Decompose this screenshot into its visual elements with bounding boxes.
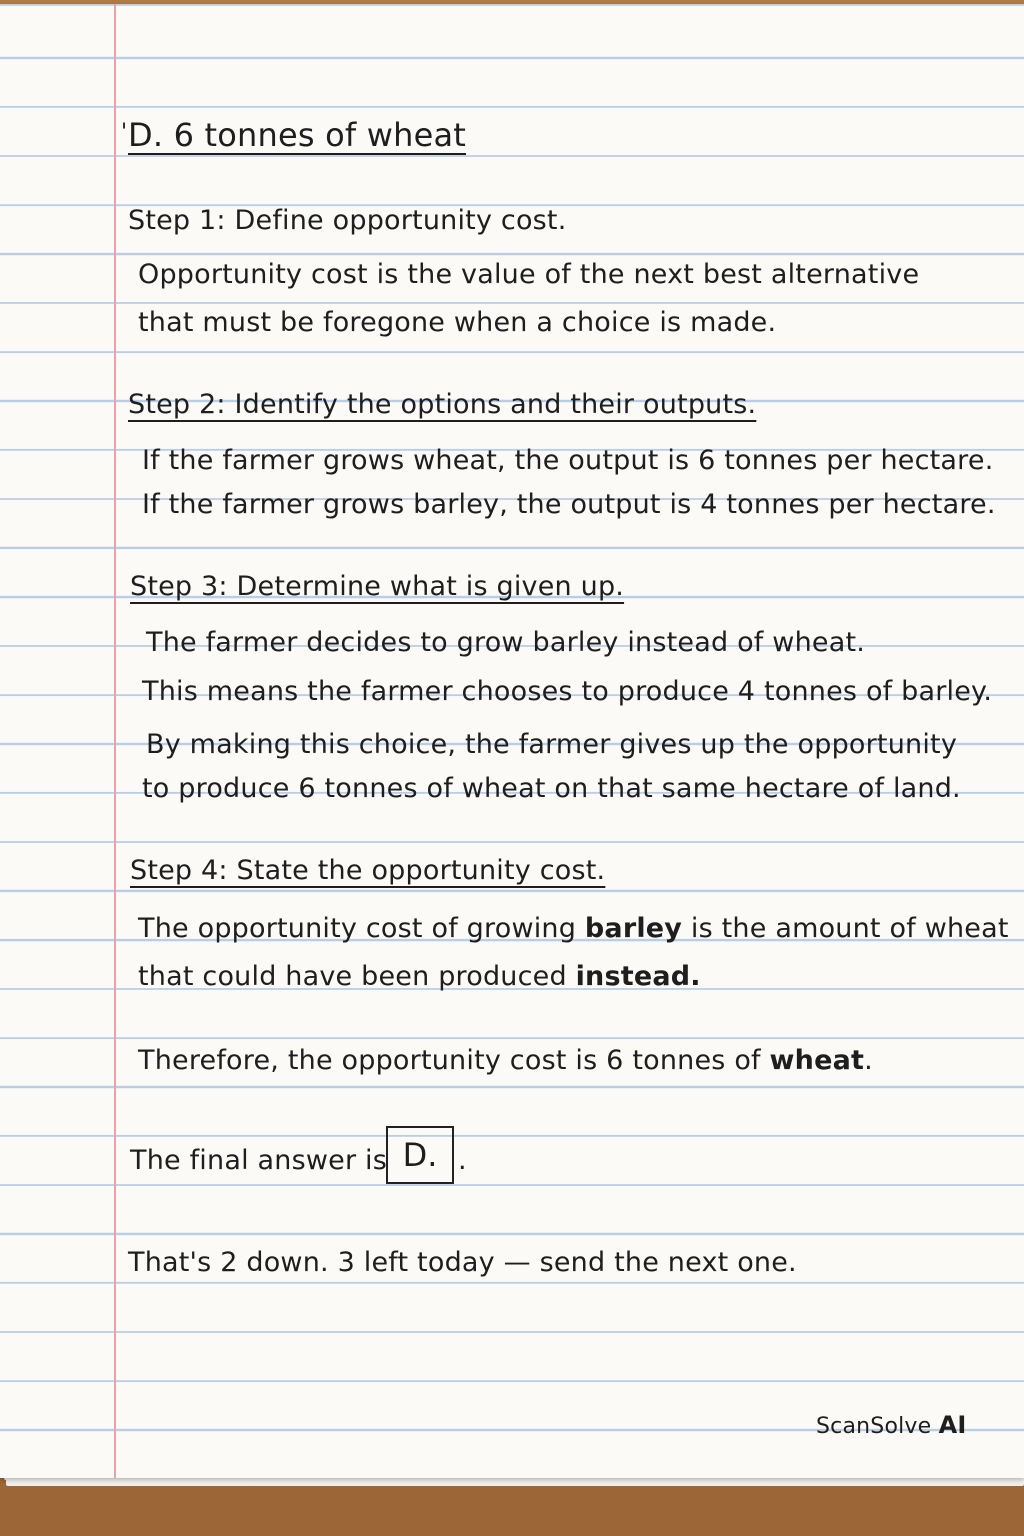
step-2-line: If the farmer grows wheat, the output is 6 tonnes per hectare. — [142, 445, 994, 476]
step-4-line — [138, 960, 701, 994]
step-3-line: By making this choice, the farmer gives up the opportunity — [146, 729, 958, 760]
margin-line — [114, 4, 116, 1478]
step-4-text: that could have been produced — [138, 961, 576, 992]
step-4-bold-text: instead. — [575, 961, 701, 992]
step-3-line: to produce 6 tonnes of wheat on that same hectare of land. — [142, 773, 961, 804]
brand-watermark — [816, 1408, 967, 1444]
step-2-heading: Step 2: Identify the options and their outputs. — [128, 389, 757, 420]
step-3-heading: Step 3: Determine what is given up. — [130, 571, 625, 602]
conclusion-bold-text: wheat — [769, 1045, 865, 1076]
brand-suffix: AI — [938, 1411, 967, 1439]
final-answer-period: . — [458, 1145, 467, 1176]
notebook-page — [0, 4, 1024, 1478]
conclusion-line — [138, 1044, 873, 1078]
step-1-line: Opportunity cost is the value of the next best alternative — [138, 259, 920, 290]
progress-message: That's 2 down. 3 left today — send the next one. — [128, 1247, 797, 1278]
step-2-line: If the farmer grows barley, the output is 4 tonnes per hectare. — [142, 489, 996, 520]
step-4-text: is the amount of wheat — [682, 913, 1009, 944]
answer-title: D. 6 tonnes of wheat — [128, 116, 467, 154]
conclusion-period: . — [864, 1045, 873, 1076]
brand-name: ScanSolve — [816, 1414, 932, 1439]
step-4-heading: Step 4: State the opportunity cost. — [130, 855, 606, 886]
step-4-bold-text: barley — [584, 913, 683, 944]
tick-mark: ' — [121, 120, 128, 145]
step-1-heading: Step 1: Define opportunity cost. — [128, 205, 567, 236]
step-4-text: The opportunity cost of growing — [138, 913, 585, 944]
final-answer-label: The final answer is — [130, 1145, 388, 1176]
step-3-line: This means the farmer chooses to produce 4 tonnes of barley. — [142, 676, 993, 707]
final-answer-box: D. — [386, 1126, 454, 1184]
step-3-line: The farmer decides to grow barley instead of wheat. — [146, 627, 866, 658]
step-1-line: that must be foregone when a choice is made. — [138, 307, 777, 338]
step-4-line — [138, 912, 1009, 946]
conclusion-text: Therefore, the opportunity cost is 6 tonnes of — [138, 1045, 770, 1076]
